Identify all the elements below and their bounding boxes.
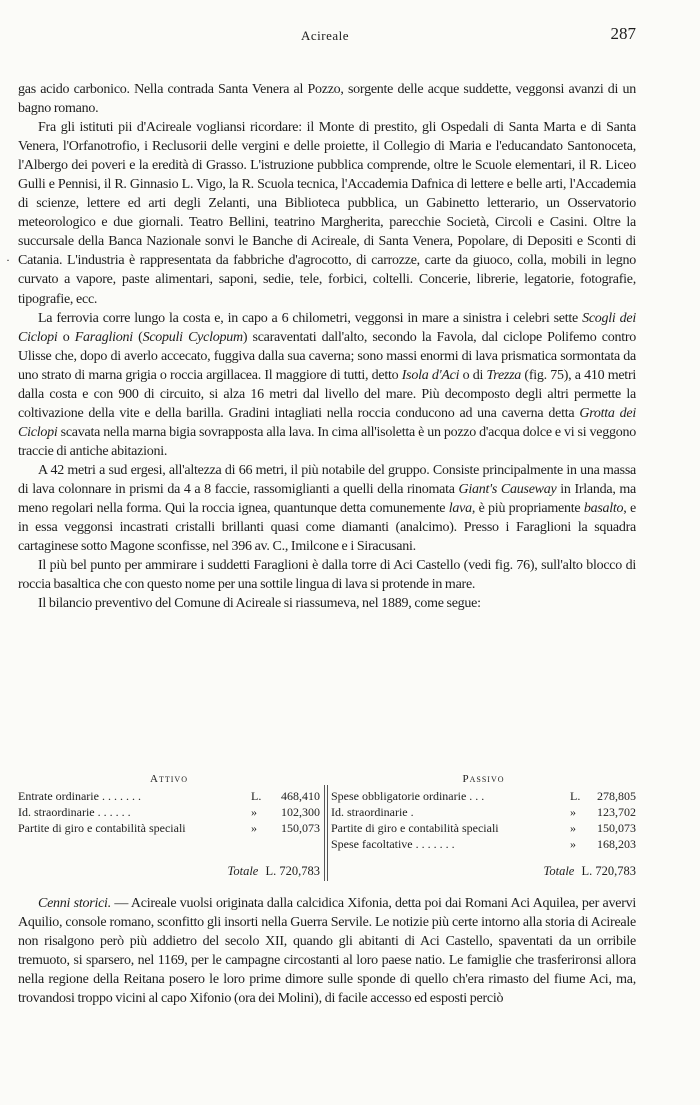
column-divider (327, 785, 328, 881)
attivo-row-currency: » (251, 805, 257, 819)
passivo-column (331, 771, 636, 878)
paragraph-1: gas acido carbonico. Nella contrada Santa Venera al Pozzo, sorgente delle acque suddette, veggonsi avanzi di un bagno romano. (18, 82, 636, 117)
attivo-total (228, 863, 320, 879)
p3-italic-1: Scogli dei Ciclopi (18, 310, 636, 345)
passivo-row-amount: 123,702 (597, 805, 636, 819)
p7-text-1: — Acireale vuolsi originata dalla calcidica Xifonia, detta poi dai Romani Aci Aquilea, per avervi Aquilio, console romano, sconfitto gli insorti nella Guerra Servile. Le notizie più certe intorno alla storia di Acireale non risalgono però più addietro del secolo XII, quando gli abitanti di Aci Castello, spaventati da un orribile tremuoto, si sparsero, nel 1169, per le campagne circostanti al loro paese natio. Le famiglie che trasferironsi allora nella regione della Reitana posero le loro prime dimore sulle sponde di quello ch'era rimasto del fiume Aci, ma, trovandosi troppo vicini al capo Xifonio (ora dei Molini), di facile accesso ed esposti perciò (18, 896, 636, 1007)
attivo-total-label: Totale (227, 864, 259, 878)
running-title: Acireale (300, 28, 350, 43)
attivo-row-label: Id. straordinarie . . . . . . (18, 805, 131, 819)
main-text (18, 80, 636, 613)
passivo-heading: Passivo (462, 773, 505, 785)
passivo-total-currency: L. (581, 864, 593, 878)
attivo-row (18, 820, 320, 836)
p3-text-2: o (57, 329, 75, 345)
p4-text-1: A 42 metri a sud ergesi, all'altezza di 66 metri, il più notabile del gruppo. Consiste principalmente in una massa di lava colonnare in prismi da 4 a 8 faccie, rassomiglianti a quelli della rinomata (18, 462, 636, 497)
attivo-row (18, 804, 320, 820)
budget-table (18, 771, 636, 883)
p3-text-5: o di (459, 367, 487, 383)
passivo-total-amount: 720,783 (595, 864, 636, 878)
passivo-row-label: Partite di giro e contabilità speciali (331, 821, 499, 835)
attivo-row-label: Partite di giro e contabilità speciali (18, 821, 186, 835)
attivo-row-amount: 150,073 (281, 821, 320, 835)
attivo-total-amount: 720,783 (279, 864, 320, 878)
attivo-row-currency: » (251, 821, 257, 835)
passivo-total (544, 863, 636, 879)
passivo-row-amount: 168,203 (597, 837, 636, 851)
p4-italic-2: lava (448, 501, 472, 517)
p3-italic-4: Isola d'Aci (401, 367, 460, 383)
attivo-row-label: Entrate ordinarie . . . . . . . (18, 789, 141, 803)
passivo-row (331, 820, 636, 836)
p4-italic-1: Giant's Causeway (458, 481, 557, 497)
passivo-row (331, 804, 636, 820)
attivo-total-currency: L. (265, 864, 277, 878)
p4-text-3: , è più propriamente (471, 501, 584, 517)
paragraph-3 (18, 309, 636, 461)
passivo-row-currency: L. (570, 789, 581, 803)
p3-italic-5: Trezza (486, 367, 522, 383)
attivo-row-amount: 102,300 (281, 805, 320, 819)
paragraph-7 (18, 894, 636, 1008)
running-header (14, 22, 636, 48)
p4-text-4: , e in essa veggonsi incastrati cristalli brillanti quasi come diamanti (analcimo). Presso i Faraglioni la squadra cartaginese sotto Magone sconfisse, nel 396 av. C., Imilcone e i Siracusani. (18, 501, 636, 555)
p3-text-7: scavata nella marna bigia sovrapposta alla lava. In cima all'isoletta è un pozzo d'acqua dolce e vi si veggono traccie di antiche abitazioni. (18, 424, 636, 459)
passivo-row (331, 836, 636, 852)
p3-italic-2: Faraglioni (74, 329, 133, 345)
p4-italic-3: basalto (583, 501, 624, 517)
margin-dot: · (6, 253, 10, 267)
p3-text-4: ) scaraventati dall'alto, secondo la Favola, dal ciclope Polifemo contro Ulisse che, dopo di averlo accecato, fuggiva dalla sua caverna; sono massi enormi di lava prismatica sormontata da uno strato di marna grigia o roccia argillacea. Il maggiore di tutti, detto (18, 329, 637, 383)
p7-italic-1: Cenni storici. (38, 896, 111, 911)
attivo-column (18, 771, 320, 878)
p3-text-1: La ferrovia corre lungo la costa e, in capo a 6 chilometri, veggonsi in mare a sinistra i celebri sette (38, 310, 583, 326)
passivo-row-currency: » (570, 805, 576, 819)
passivo-row (331, 788, 636, 804)
passivo-row-label: Id. straordinarie . (331, 805, 414, 819)
attivo-row-amount: 468,410 (281, 789, 320, 803)
p3-text-3: ( (132, 329, 143, 345)
p3-italic-6: Grotta dei Ciclopi (18, 405, 636, 440)
paragraph-5: Il più bel punto per ammirare i suddetti Faraglioni è dalla torre di Aci Castello (vedi fig. 76), sull'alto blocco di roccia basaltica che con questo nome per una sottile lingua di lava si protende in mare. (18, 558, 636, 593)
page-number: 287 (610, 24, 636, 43)
passivo-row-label: Spese obbligatorie ordinarie . . . (331, 789, 485, 803)
attivo-heading: Attivo (150, 773, 188, 785)
column-divider (324, 785, 325, 881)
attivo-row (18, 788, 320, 804)
p4-text-2: in Irlanda, ma meno regolari nella forma. Qui la roccia ignea, quantunque detta comunemente (18, 481, 637, 517)
passivo-total-label: Totale (543, 864, 575, 878)
history-text (18, 894, 636, 1008)
p3-italic-3: Scopuli Cyclopum (142, 329, 243, 345)
paragraph-4 (18, 461, 636, 556)
passivo-row-amount: 150,073 (597, 821, 636, 835)
passivo-row-amount: 278,805 (597, 789, 636, 803)
paragraph-6: Il bilancio preventivo del Comune di Acireale si riassumeva, nel 1889, come segue: (38, 596, 481, 612)
attivo-row-currency: L. (251, 789, 262, 803)
paragraph-2: Fra gli istituti pii d'Acireale vogliansi ricordare: il Monte di prestito, gli Ospedali di Santa Marta e di Santa Venera, l'Orfanotrofio, i Reclusorii delle vergini e delle proiette, il Collegio di Maria e l'educandato Santonoceta, l'Albergo dei poveri e la eredità di Grasso. L'istruzione pubblica comprende, oltre le Scuole elementari, il R. Liceo Gulli e Pennisi, il R. Ginnasio L. Vigo, la R. Scuola tecnica, l'Accademia Dafnica di lettere e belle arti, l'Accademia di scienze, lettere ed arti degli Zelanti, una Biblioteca pubblica, un Gabinetto letterario, un Osservatorio meteorologico e due giornali. Teatro Bellini, teatrino Margherita, parecchie Società, Circoli e Casini. Oltre la succursale della Banca Nazionale sonvi le Banche di Acireale, di Santa Venera, Popolare, di Depositi e Sconti di Catania. L'industria è rappresentata da fabbriche d'agrocotto, di carrozze, carte da giuoco, colla, mobili in legno curvato a vapore, paste alimentari, saponi, sedie, tele, forbici, coltelli. Concerie, librerie, legatorie, fotografie, tipografie, ecc. (18, 120, 636, 307)
p3-text-6: (fig. 75), a 410 metri dalla costa e con 900 di circuito, si alza 16 metri dal livello del mare. Più decomposto degli altri permette la coltivazione della vite e della barilla. Gradini intagliati nella roccia conducono ad una caverna detta (18, 367, 636, 421)
passivo-row-currency: » (570, 837, 576, 851)
passivo-row-label: Spese facoltative . . . . . . . (331, 837, 455, 851)
passivo-row-currency: » (570, 821, 576, 835)
